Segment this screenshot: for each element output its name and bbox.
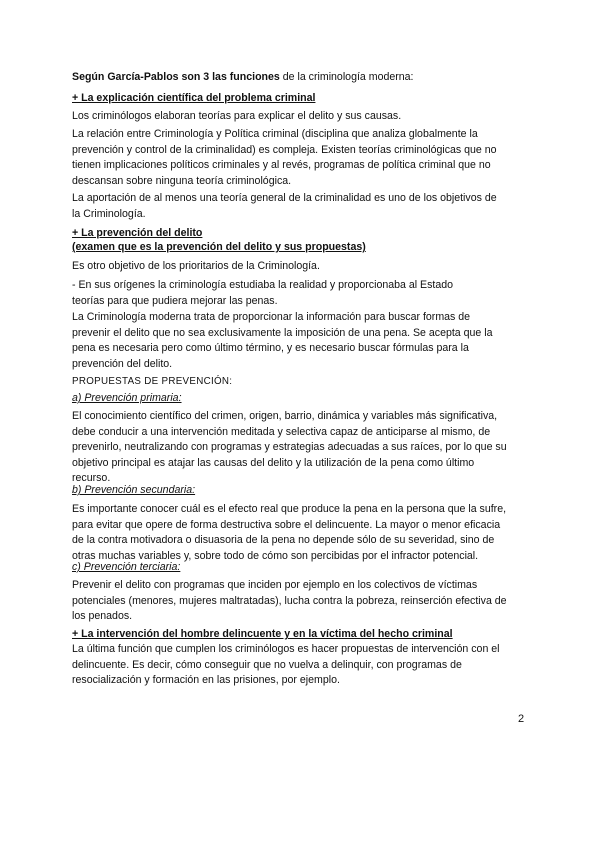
s1-p2-line: descansan sobre ninguna teoría criminológica. [72, 174, 292, 187]
a-line: debe conducir a una intervención meditada y selectiva capaz de anticiparse al mismo, de [72, 425, 491, 438]
b-line: otras muchas variables y, sobre todo de cómo son percibidas por el infractor potencial. [72, 549, 479, 562]
s2-p2-line: - En sus orígenes la criminología estudiaba la realidad y proporcionaba al Estado [72, 279, 454, 291]
s3-line: La última función que cumplen los criminólogos es hacer propuestas de intervención con el [72, 643, 500, 655]
a-line: El conocimiento científico del crimen, origen, barrio, dinámica y variables más significativa, [72, 410, 498, 422]
page-number: 2 [518, 713, 525, 725]
c-line: los penados. [72, 610, 133, 622]
a-line: objetivo principal es atajar las causas del delito y la utilización de la pena como último [72, 456, 475, 469]
secondary-prevention-text [72, 502, 528, 564]
s2-p3 [72, 310, 532, 372]
c-line: potenciales (menores, mujeres maltratadas), lucha contra la pobreza, reinserción efectiva de [72, 594, 507, 607]
a-line: prevenirlo, neutralizando con programas y estrategias adecuadas a sus raíces, por lo que su [72, 441, 507, 453]
s2-p3-line: pena es necesaria pero como último término, y es necesario buscar fórmulas para la [72, 342, 469, 354]
s2-p1: Es otro objetivo de los prioritarios de la Criminología. [72, 260, 320, 272]
s3-line: delincuente. Es decir, cómo conseguir que no vuelva a delinquir, con programas de [72, 658, 462, 671]
s1-p3-line: La aportación de al menos una teoría general de la criminalidad es uno de los objetivos de [72, 192, 497, 204]
s2-p3-line: prevenir el delito que no sea exclusivamente la imposición de una pena. Se acepta que la [72, 326, 493, 339]
tertiary-prevention-text [72, 578, 532, 625]
s2-p3-line: prevención del delito. [72, 357, 173, 370]
s1-p2-line: La relación entre Criminología y Política criminal (disciplina que analiza globalmente la [72, 128, 478, 140]
s1-p1: Los criminólogos elaboran teorías para explicar el delito y sus causas. [72, 110, 402, 122]
section2-heading: + La prevención del delito [72, 227, 203, 239]
intro-paragraph [72, 70, 527, 86]
c-line: Prevenir el delito con programas que inciden por ejemplo en los colectivos de víctimas [72, 579, 478, 591]
secondary-prevention-title: b) Prevención secundaria: [72, 484, 196, 496]
intro-rest: de la criminología moderna: [279, 71, 414, 83]
s1-p3-line: la Criminología. [72, 207, 146, 220]
s2-p2 [72, 278, 453, 309]
intro-bold: Según García-Pablos son 3 las funciones [72, 71, 280, 83]
section2-subheading: (examen que es la prevención del delito y sus propuestas) [72, 241, 366, 253]
s1-p2-line: tienen implicaciones políticos criminales y al revés, programas de política criminal que no [72, 159, 491, 171]
a-line: recurso. [72, 472, 111, 484]
b-line: de la contra motivadora o disuasoria de la pena no depende sólo de su severidad, sino de [72, 534, 495, 546]
s1-p3 [72, 191, 532, 222]
s3-text [72, 642, 532, 689]
section1-heading: + La explicación científica del problema criminal [72, 92, 316, 104]
s1-p2-line: prevención y control de la criminalidad) es compleja. Existen teorías criminológicas que no [72, 143, 497, 156]
s1-p2 [72, 127, 532, 189]
tertiary-prevention-title: c) Prevención terciaria: [72, 561, 181, 573]
s3-line: resocialización y formación en las prisiones, por ejemplo. [72, 674, 340, 686]
primary-prevention-title: a) Prevención primaria: [72, 392, 182, 404]
b-line: Es importante conocer cuál es el efecto real que produce la pena en la persona que la sufre, [72, 503, 507, 515]
section3-heading: + La intervención del hombre delincuente y en la víctima del hecho criminal [72, 628, 453, 640]
s2-p2-line: teorías para que pudiera mejorar las penas. [72, 294, 278, 307]
proposals-title: PROPUESTAS DE PREVENCIÓN: [72, 376, 233, 387]
b-line: para evitar que opere de forma destructiva sobre el delincuente. La mayor o menor eficacia [72, 518, 501, 531]
primary-prevention-text [72, 409, 528, 487]
s2-p3-line: La Criminología moderna trata de proporcionar la información para buscar formas de [72, 311, 471, 323]
